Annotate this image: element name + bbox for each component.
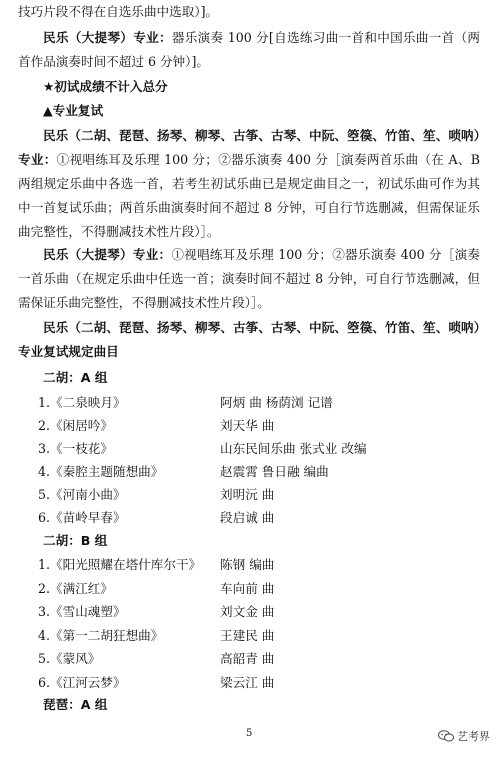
work-title: 5.《蒙风》 bbox=[38, 651, 101, 666]
list-item bbox=[38, 672, 274, 694]
paragraph-label: 民乐（二胡、琵琶、扬琴、柳琴、古筝、古琴、中阮、箜篌、竹笛、笙、唢呐）专业： bbox=[18, 128, 480, 167]
work-title: 1.《二泉映月》 bbox=[38, 395, 126, 410]
page-number: 5 bbox=[246, 728, 253, 739]
work-title: 4.《秦腔主题随想曲》 bbox=[38, 464, 164, 479]
list-item bbox=[38, 648, 274, 670]
composer: 阿炳 曲 杨荫浏 记谱 bbox=[220, 395, 333, 410]
work-title: 2.《闲居吟》 bbox=[38, 418, 113, 433]
composer: 王建民 曲 bbox=[220, 627, 275, 643]
group-title-erhu-b: 二胡：B 组 bbox=[43, 533, 108, 548]
group-title-erhu-a: 二胡：A 组 bbox=[43, 370, 108, 385]
paragraph-retest-cello bbox=[18, 243, 480, 315]
repertoire-heading: 民乐（二胡、琵琶、扬琴、柳琴、古筝、古琴、中阮、箜篌、竹笛、笙、唢呐）专业复试规定曲目 bbox=[18, 320, 480, 359]
list-item bbox=[38, 601, 274, 623]
note-initial-score: ★初试成绩不计入总分 bbox=[43, 79, 168, 94]
list-item bbox=[38, 461, 329, 483]
paragraph-text: ①视唱练耳及乐理 100 分；②器乐演奏 400 分［演奏一首乐曲（在规定乐曲中任选一首；演奏时间不超过 8 分钟，可自行节选删减，但需保证乐曲完整性，不得删减技术性片段）］。 bbox=[18, 247, 480, 310]
section-heading: ▲专业复试 bbox=[43, 103, 104, 118]
paragraph-label: 民乐（大提琴）专业： bbox=[43, 30, 172, 45]
list-item bbox=[38, 578, 274, 600]
list-item bbox=[38, 438, 367, 460]
composer: 刘文金 曲 bbox=[220, 604, 275, 619]
list-item bbox=[38, 507, 274, 529]
work-title: 1.《阳光照耀在塔什库尔干》 bbox=[38, 557, 202, 572]
wechat-icon bbox=[438, 730, 454, 742]
work-title: 3.《雪山魂塑》 bbox=[38, 604, 126, 619]
list-item bbox=[38, 484, 274, 506]
list-item bbox=[38, 625, 274, 647]
watermark bbox=[438, 728, 490, 744]
composer: 高韶青 曲 bbox=[220, 651, 275, 666]
composer: 山东民间乐曲 张式业 改编 bbox=[220, 441, 367, 456]
work-title: 3.《一枝花》 bbox=[38, 441, 113, 456]
work-title: 6.《苗岭早春》 bbox=[38, 510, 126, 525]
composer: 刘天华 曲 bbox=[220, 418, 275, 433]
watermark-text: 艺考界 bbox=[457, 730, 490, 743]
group-title-pipa-a: 琵琶：A 组 bbox=[43, 697, 108, 712]
work-title: 2.《满江红》 bbox=[38, 580, 113, 596]
composer: 赵震霄 鲁日融 编曲 bbox=[220, 464, 329, 479]
work-title: 6.《江河云梦》 bbox=[38, 674, 126, 690]
paragraph-cello-initial bbox=[18, 26, 480, 74]
paragraph-text: ①视唱练耳及乐理 100 分；②器乐演奏 400 分［演奏两首乐曲（在 A、B 两组规定乐曲中各选一首，若考生初试乐曲已是规定曲目之一，初试乐曲可作为其中一首复试乐曲；两首乐曲演奏时间不超过 8 分钟，可自行节选删减，但需保证乐曲完整性，不得删减技术性片段）］。 bbox=[18, 152, 480, 239]
paragraph-retest-folk bbox=[18, 124, 480, 244]
composer: 刘明沅 曲 bbox=[220, 487, 275, 502]
work-title: 4.《第一二胡狂想曲》 bbox=[38, 627, 164, 643]
composer: 陈钢 编曲 bbox=[220, 557, 275, 572]
list-item bbox=[38, 415, 274, 437]
work-title: 5.《河南小曲》 bbox=[38, 487, 126, 502]
composer: 梁云江 曲 bbox=[220, 674, 275, 690]
paragraph-label: 民乐（大提琴）专业： bbox=[43, 247, 172, 262]
list-item bbox=[38, 554, 274, 576]
paragraph-continuation: 技巧片段不得在自选乐曲中选取）]。 bbox=[18, 4, 219, 19]
list-item bbox=[38, 392, 333, 414]
paragraph-text: 器乐演奏 100 分[自选练习曲一首和中国乐曲一首（两首作品演奏时间不超过 6 分钟）]。 bbox=[18, 30, 480, 69]
composer: 车向前 曲 bbox=[220, 580, 275, 596]
composer: 段启诚 曲 bbox=[220, 510, 275, 525]
